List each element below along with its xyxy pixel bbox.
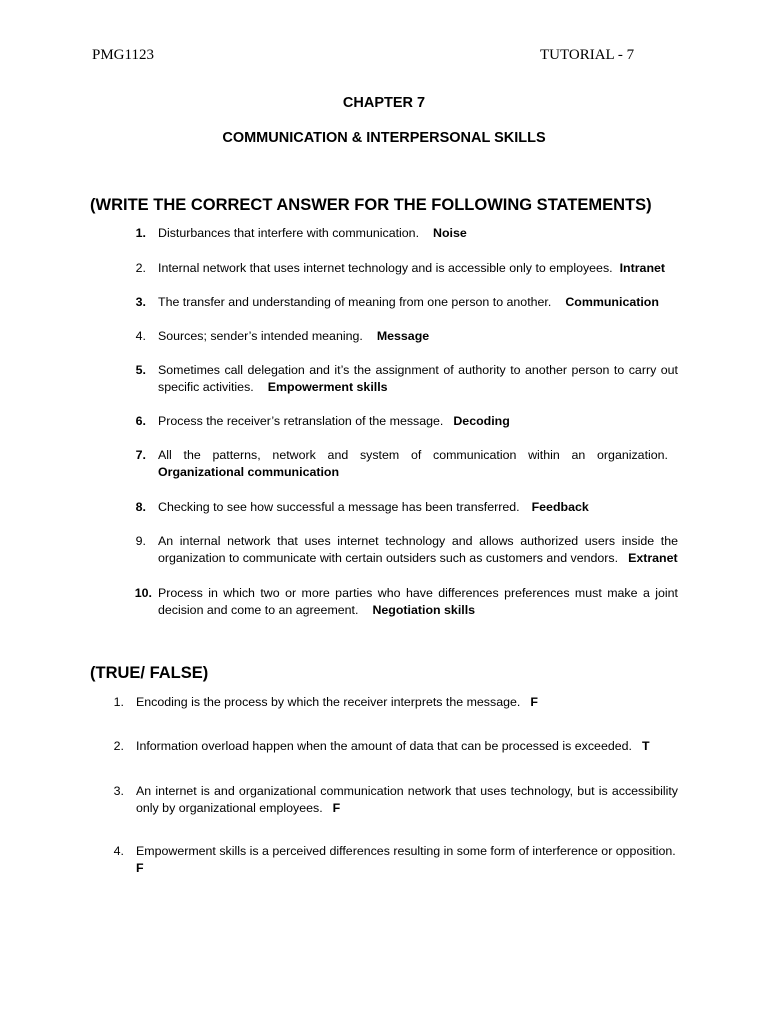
chapter-title: CHAPTER 7 [342, 95, 426, 111]
question-answer: F [136, 861, 144, 875]
question-statement: The transfer and understanding of meaning from one person to another. [158, 295, 552, 309]
question-number: 6. [135, 414, 146, 428]
question-statement: Checking to see how successful a message has been transferred. [158, 500, 520, 514]
question-text [158, 225, 678, 242]
question-answer: Negotiation skills [372, 603, 476, 617]
question-text [158, 585, 678, 619]
question-text [158, 413, 678, 430]
question-text [136, 783, 678, 817]
question-number: 3. [113, 784, 124, 798]
question-statement: Internal network that uses internet technology and is accessible only to employees. [158, 261, 613, 275]
question-text [136, 843, 678, 877]
question-number: 5. [135, 363, 146, 377]
question-statement: Process in which two or more parties who have differences preferences must make a joint decision and come to an agreement. [158, 586, 678, 617]
question-statement: An internal network that uses internet technology and allows authorized users inside the organization to communicate with certain outsiders such as customers and vendors. [158, 534, 678, 565]
question-text [136, 738, 678, 755]
question-answer: Message [376, 329, 430, 343]
question-statement: Encoding is the process by which the receiver interprets the message. [136, 695, 521, 709]
question-statement: Information overload happen when the amount of data that can be processed is exceeded. [136, 739, 632, 753]
question-statement: Process the receiver’s retranslation of the message. [158, 414, 444, 428]
question-answer: Noise [433, 226, 467, 240]
tutorial-label: TUTORIAL - 7 [540, 47, 635, 63]
question-answer: T [641, 739, 650, 753]
question-statement: All the patterns, network and system of communication within an organization. [158, 448, 668, 462]
question-answer: Organizational communication [158, 465, 340, 479]
question-number: 2. [113, 739, 124, 753]
question-text [158, 294, 678, 311]
question-text [158, 533, 678, 567]
question-answer: Empowerment skills [267, 380, 388, 394]
question-text [158, 362, 678, 396]
question-number: 10. [134, 586, 152, 600]
course-code: PMG1123 [92, 47, 154, 63]
section-heading-fill-in: (WRITE THE CORRECT ANSWER FOR THE FOLLOWING STATEMENTS) [90, 196, 652, 214]
question-answer: Communication [565, 295, 659, 309]
question-number: 4. [135, 329, 146, 343]
section-heading-true-false: (TRUE/ FALSE) [90, 664, 209, 682]
question-number: 1. [113, 695, 124, 709]
chapter-subtitle: COMMUNICATION & INTERPERSONAL SKILLS [222, 130, 546, 146]
question-answer: Feedback [531, 500, 589, 514]
question-text [158, 328, 678, 345]
question-number: 7. [135, 448, 146, 462]
question-statement: Disturbances that interfere with communication. [158, 226, 420, 240]
question-statement: Sometimes call delegation and it’s the assignment of authority to another person to carry out specific activities. [158, 363, 678, 394]
question-number: 1. [135, 226, 146, 240]
question-answer: Intranet [619, 261, 666, 275]
question-answer: Decoding [453, 414, 510, 428]
question-statement: Sources; sender’s intended meaning. [158, 329, 363, 343]
question-answer: F [332, 801, 341, 815]
question-number: 2. [135, 261, 146, 275]
question-number: 9. [135, 534, 146, 548]
question-answer: Extranet [628, 551, 678, 565]
question-statement: An internet is and organizational communication network that uses technology, but is accessibility only by organizational employees. [136, 784, 678, 815]
question-text [136, 694, 678, 711]
question-number: 4. [113, 844, 124, 858]
question-statement: Empowerment skills is a perceived differences resulting in some form of interference or opposition. [136, 844, 676, 858]
question-text [158, 499, 678, 516]
question-number: 8. [135, 500, 146, 514]
question-number: 3. [135, 295, 146, 309]
question-answer: F [530, 695, 538, 709]
question-text [158, 260, 678, 277]
question-text [158, 447, 678, 481]
